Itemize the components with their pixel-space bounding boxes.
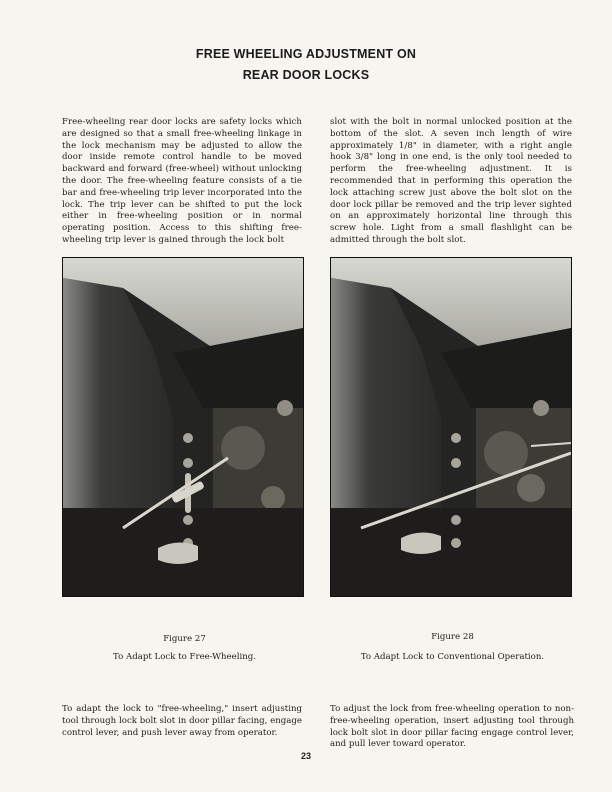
figure-27-description: To adapt the lock to "free-wheeling," insert adjusting tool through lock bolt slot in door pillar facing, engage control lever, and push lever away from operator. [62, 704, 302, 738]
page-title [0, 44, 612, 86]
page-title-line-1: FREE WHEELING ADJUSTMENT ON [195, 47, 417, 61]
page-number: 23 [300, 751, 311, 761]
page-title-line-2: REAR DOOR LOCKS [242, 68, 370, 82]
figure-27-caption: To Adapt Lock to Free-Wheeling. [113, 652, 256, 662]
figure-27-number: Figure 27 [163, 634, 206, 644]
figure-27-photo [62, 257, 304, 597]
figure-28-photo [330, 257, 572, 597]
figure-28-caption: To Adapt Lock to Conventional Operation. [360, 652, 545, 662]
body-text-right-column: slot with the bolt in normal unlocked position at the bottom of the slot. A seven inch length of wire approximately 1/8" in diameter, with a right angle hook 3/8" long in one end, is the only tool needed to perform the free-wheeling adjustment. It is recommended that in performing this operation the lock attaching screw just above the bolt slot on the door lock pillar be removed and the trip lever sighted on an approximately horizontal line through this screw hole. Light from a small flashlight can be admitted through the bolt slot. [330, 117, 572, 245]
body-text-left-column: Free-wheeling rear door locks are safety locks which are designed so that a small free-wheeling linkage in the lock mechanism may be adjusted to allow the door inside remote control handle to be moved backward and forward (free-wheel) without unlocking the door. The free-wheeling feature consists of a tie bar and free-wheeling trip lever incorporated into the lock. The trip lever can be shifted to put the lock either in free-wheeling position or in normal operating position. Access to this shifting free-wheeling trip lever is gained through the lock bolt [62, 117, 302, 245]
figure-28-description: To adjust the lock from free-wheeling operation to non-free-wheeling operation, insert adjusting tool through lock bolt slot in door pillar facing engage control lever, and pull lever toward operator. [330, 704, 574, 750]
figure-28-number: Figure 28 [431, 632, 474, 642]
